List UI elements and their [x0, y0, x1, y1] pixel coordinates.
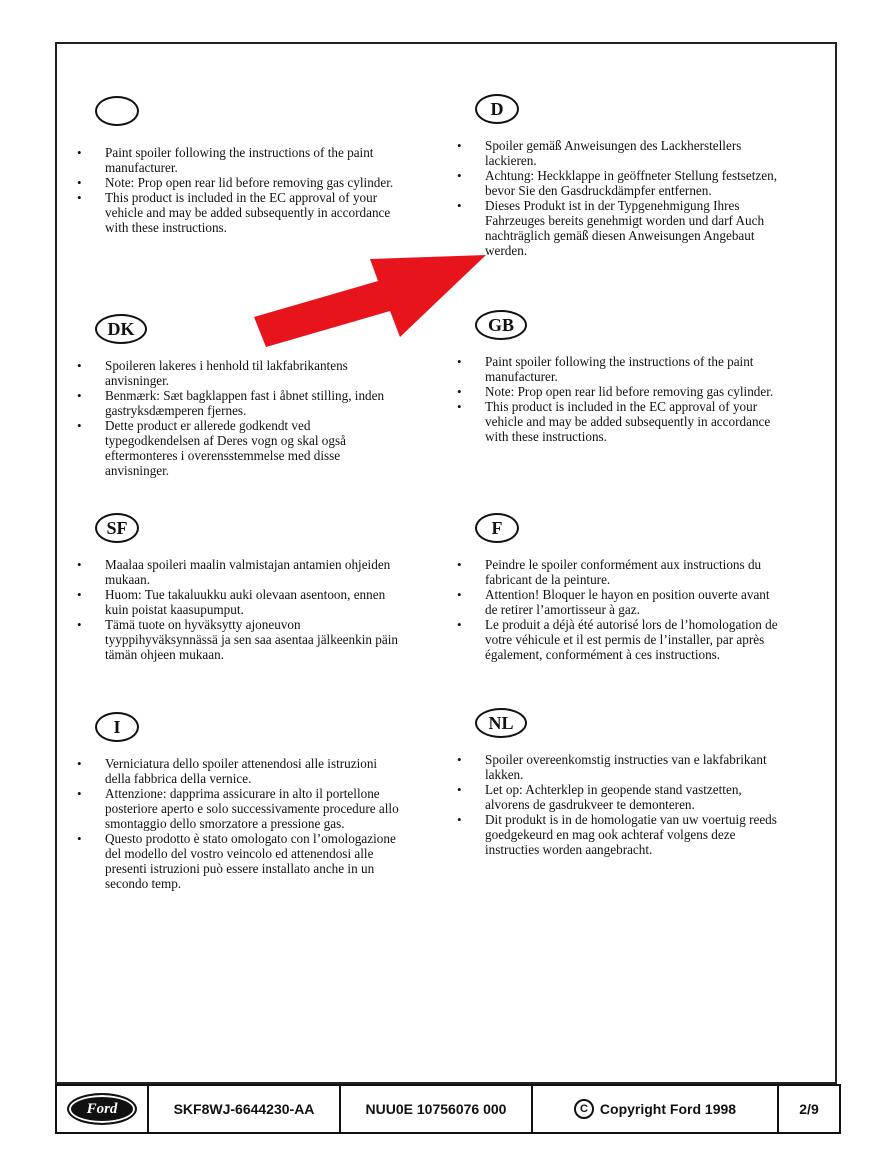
- section-i: [55, 712, 405, 891]
- section-nl: [435, 708, 785, 857]
- document-code: NUU0E 10756076 000: [341, 1086, 533, 1132]
- red-arrow-icon: [250, 245, 490, 350]
- list-item: • Verniciatura dello spoiler attenendosi alle istruzioni della fabbrica della vernice.: [55, 756, 405, 786]
- list-item: • Dieses Produkt ist in der Typgenehmigung Ihres Fahrzeuges bereits genehmigt worden und darf Auch nachträglich gemäß diesen Anweisungen Angebaut werden.: [435, 198, 785, 258]
- language-badge-i: I: [95, 712, 139, 742]
- language-badge-d: D: [475, 94, 519, 124]
- section-f: [435, 513, 785, 662]
- instruction-list: [435, 354, 785, 444]
- list-item: • Le produit a déjà été autorisé lors de l’homologation de votre véhicule et il est permis de l’installer, par après également, conformément à ces instructions.: [435, 617, 785, 662]
- list-item: • Benmærk: Sæt bagklappen fast i åbnet stilling, inden gastryksdæmperen fjernes.: [55, 388, 405, 418]
- page-number: 2/9: [799, 1101, 819, 1117]
- copyright-icon: C: [574, 1099, 594, 1119]
- list-item: • Paint spoiler following the instructions of the paint manufacturer.: [435, 354, 785, 384]
- language-badge-gb: GB: [475, 310, 527, 340]
- language-badge-blank: [95, 96, 139, 126]
- section-blank: [55, 96, 405, 235]
- footer-logo-cell: [57, 1086, 149, 1132]
- footer-bar: [55, 1084, 841, 1134]
- list-item: • Dit produkt is in de homologatie van uw voertuig reeds goedgekeurd en mag ook achteraf volgens deze instructies worden aangebracht.: [435, 812, 785, 857]
- section-d: [435, 94, 785, 258]
- list-item: • Spoiler gemäß Anweisungen des Lackherstellers lackieren.: [435, 138, 785, 168]
- language-badge-f: F: [475, 513, 519, 543]
- list-item: • Spoileren lakeres i henhold til lakfabrikantens anvisninger.: [55, 358, 405, 388]
- language-badge-sf: SF: [95, 513, 139, 543]
- list-item: • Maalaa spoileri maalin valmistajan antamien ohjeiden mukaan.: [55, 557, 405, 587]
- list-item: • Tämä tuote on hyväksytty ajoneuvon tyyppihyväksynnässä ja sen saa asentaa jälkeenkin päin tämän ohjeen mukaan.: [55, 617, 405, 662]
- instruction-list: [55, 557, 405, 662]
- instruction-list: [435, 138, 785, 258]
- list-item: • Paint spoiler following the instructions of the paint manufacturer.: [55, 145, 405, 175]
- list-item: • Questo prodotto è stato omologato con l’omologazione del modello del vostro veincolo ed attenendosi alle presenti istruzioni può essere installato anche in un secondo temp.: [55, 831, 405, 891]
- list-item: • Attenzione: dapprima assicurare in alto il portellone posteriore aperto e solo successivamente procedure allo smontaggio dello smorzatore a pressione gas.: [55, 786, 405, 831]
- list-item: • This product is included in the EC approval of your vehicle and may be added subsequently in accordance with these instructions.: [435, 399, 785, 444]
- instruction-list: [55, 358, 405, 478]
- copyright-cell: [533, 1086, 779, 1132]
- part-number: SKF8WJ-6644230-AA: [149, 1086, 341, 1132]
- section-sf: [55, 513, 405, 662]
- list-item: • Achtung: Heckklappe in geöffneter Stellung festsetzen, bevor Sie den Gasdruckdämpfer entfernen.: [435, 168, 785, 198]
- list-item: • Peindre le spoiler conformément aux instructions du fabricant de la peinture.: [435, 557, 785, 587]
- instruction-list: [55, 145, 405, 235]
- list-item: • Spoiler overeenkomstig instructies van e lakfabrikant lakken.: [435, 752, 785, 782]
- ford-logo-icon: Ford: [67, 1093, 137, 1125]
- language-badge-dk: DK: [95, 314, 147, 344]
- instruction-list: [435, 752, 785, 857]
- list-item: • Attention! Bloquer le hayon en position ouverte avant de retirer l’amortisseur à gaz.: [435, 587, 785, 617]
- instruction-list: [435, 557, 785, 662]
- language-badge-nl: NL: [475, 708, 527, 738]
- instruction-list: [55, 756, 405, 891]
- list-item: • This product is included in the EC approval of your vehicle and may be added subsequently in accordance with these instructions.: [55, 190, 405, 235]
- copyright-text: Copyright Ford 1998: [599, 1101, 737, 1117]
- list-item: • Huom: Tue takaluukku auki olevaan asentoon, ennen kuin poistat kaasupumput.: [55, 587, 405, 617]
- list-item: • Dette product er allerede godkendt ved typegodkendelsen af Deres vogn og skal også eftermonteres i overensstemmelse med disse anvisninger.: [55, 418, 405, 478]
- list-item: • Note: Prop open rear lid before removing gas cylinder.: [55, 175, 405, 190]
- list-item: • Let op: Achterklep in geopende stand vastzetten, alvorens de gasdrukveer te demonteren.: [435, 782, 785, 812]
- list-item: • Note: Prop open rear lid before removing gas cylinder.: [435, 384, 785, 399]
